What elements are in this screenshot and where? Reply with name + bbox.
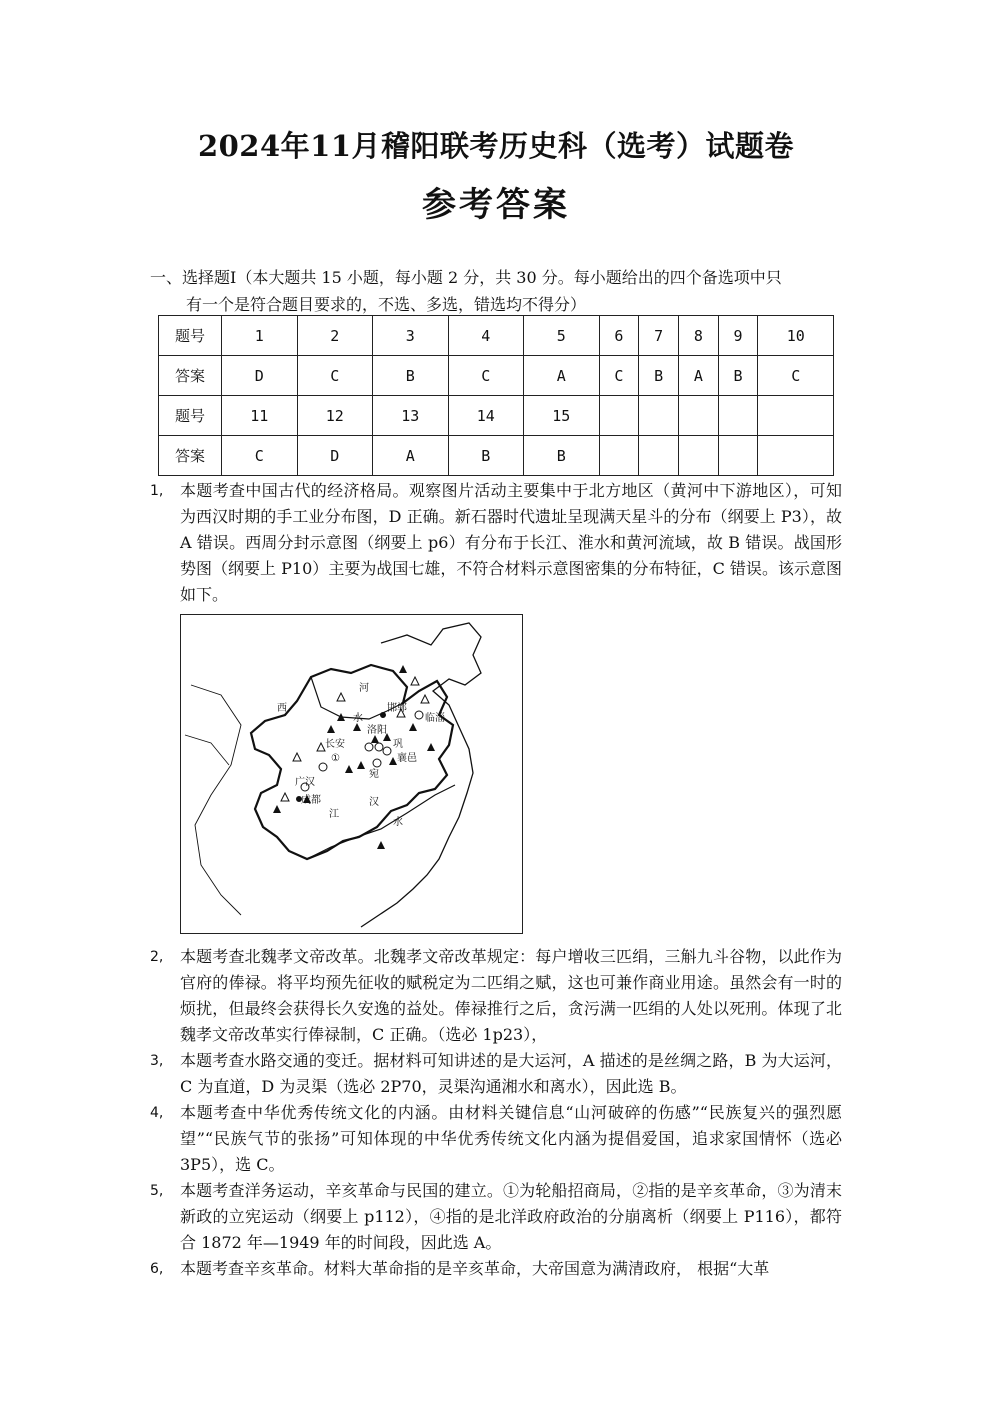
region-boundary [251, 665, 453, 859]
question-number: 5, [150, 1183, 164, 1199]
row-label: 答案 [159, 356, 222, 396]
table-cell [639, 436, 679, 476]
explanation-text: 本题考查中华优秀传统文化的内涵。由材料关键信息“山河破碎的伤感”“民族复兴的强烈愿望”“民族气节的张扬”可知体现的中华优秀传统文化内涵为提倡爱国，追求家国情怀（选必 3P5），选 C。 [180, 1103, 842, 1174]
answer-explanation-3 [150, 1048, 842, 1100]
map-label: 水 [353, 713, 363, 724]
answer-explanation-5 [150, 1178, 842, 1256]
table-cell: A [524, 356, 600, 396]
map-label: 长安 [325, 739, 345, 750]
map-label: 江 [329, 809, 339, 820]
map-label: 临淄 [425, 713, 445, 724]
table-cell: 1 [222, 316, 298, 356]
row-label: 题号 [159, 396, 222, 436]
table-cell [678, 396, 718, 436]
han-handicraft-map [180, 614, 523, 934]
table-cell [599, 436, 639, 476]
table-row [159, 436, 834, 476]
question-number: 6, [150, 1261, 164, 1277]
table-cell [718, 436, 758, 476]
table-cell: 8 [678, 316, 718, 356]
border-line [185, 735, 229, 765]
table-cell [639, 396, 679, 436]
section-heading-line2: 有一个是符合题目要求的，不选、多选，错选均不得分） [186, 295, 587, 314]
table-cell: C [297, 356, 373, 396]
question-number: 4, [150, 1105, 164, 1121]
table-row [159, 316, 834, 356]
western-border [191, 685, 241, 915]
table-cell: 3 [373, 316, 449, 356]
explanation-text: 本题考查辛亥革命。材料大革命指的是辛亥革命，大帝国意为满清政府， 根据“大革 [180, 1259, 770, 1278]
explanation-text: 本题考查洋务运动，辛亥革命与民国的建立。①为轮船招商局，②指的是辛亥革命，③为清末新政的立宪运动（纲要上 p112），④指的是北洋政府政治的分崩离析（纲要上 P116），都符合 1872 年—1949 年的时间段，因此选 A。 [180, 1181, 842, 1252]
table-cell [599, 396, 639, 436]
table-cell: 6 [599, 316, 639, 356]
table-cell: B [718, 356, 758, 396]
table-cell: 13 [373, 396, 449, 436]
map-label: 巩 [393, 739, 403, 750]
map-label: ① [331, 753, 340, 764]
table-cell: 11 [222, 396, 298, 436]
map-drawing [181, 615, 522, 933]
explanation-text: 本题考查水路交通的变迁。据材料可知讲述的是大运河，A 描述的是丝绸之路，B 为大运河，C 为直道，D 为灵渠（选必 2P70，灵渠沟通湘水和离水），因此选 B。 [180, 1051, 842, 1096]
table-cell: B [448, 436, 524, 476]
question-number: 1, [150, 483, 164, 499]
table-cell: C [758, 356, 834, 396]
row-label: 题号 [159, 316, 222, 356]
table-row [159, 396, 834, 436]
table-cell [718, 396, 758, 436]
table-cell: A [678, 356, 718, 396]
table-cell: 15 [524, 396, 600, 436]
question-number: 2, [150, 949, 164, 965]
map-label: 宛 [369, 769, 379, 780]
table-cell [758, 436, 834, 476]
answer-explanation-1 [150, 478, 842, 608]
explanation-text: 本题考查中国古代的经济格局。观察图片活动主要集中于北方地区（黄河中下游地区），可知为西汉时期的手工业分布图，D 正确。新石器时代遗址呈现满天星斗的分布（纲要上 P3），故 A 错误。西周分封示意图（纲要上 p6）有分布于长江、淮水和黄河流域，故 B 错误。战国形势图（纲要上 P10）主要为战国七雄，不符合材料示意图密集的分布特征，C 错误。该示意图如下。 [180, 481, 842, 604]
answer-explanation-6 [150, 1256, 842, 1284]
answer-explanation-4 [150, 1100, 842, 1178]
table-cell [678, 436, 718, 476]
question-number: 3, [150, 1053, 164, 1069]
table-cell: D [222, 356, 298, 396]
map-label: 水 [393, 817, 403, 828]
table-cell: 10 [758, 316, 834, 356]
table-cell: 9 [718, 316, 758, 356]
section-heading-line1: 一、选择题Ⅰ（本大题共 15 小题，每小题 2 分，共 30 分。每小题给出的四个备选项中只 [150, 268, 782, 287]
map-label: 成都 [301, 795, 321, 806]
table-cell: B [373, 356, 449, 396]
map-label: 汉 [369, 797, 379, 808]
table-cell [758, 396, 834, 436]
table-cell: 7 [639, 316, 679, 356]
map-label: 洛阳 [367, 725, 387, 736]
table-cell: C [448, 356, 524, 396]
page-title: 2024年11月稽阳联考历史科（选考）试题卷 [197, 129, 795, 163]
answer-table [158, 315, 834, 476]
section-heading [150, 264, 850, 318]
table-cell: C [222, 436, 298, 476]
explanation-text: 本题考查北魏孝文帝改革。北魏孝文帝改革规定：每户增收三匹绢，三斛九斗谷物，以此作为官府的俸禄。将平均预先征收的赋税定为二匹绢之赋，这也可兼作商业用途。虽然会有一时的烦扰，但最终会获得长久安逸的益处。俸禄推行之后，贪污满一匹绢的人处以死刑。体现了北魏孝文帝改革实行俸禄制，C 正确。（选必 1p23）， [180, 947, 842, 1044]
table-cell: 5 [524, 316, 600, 356]
map-label: 广汉 [295, 777, 315, 788]
table-cell: 12 [297, 396, 373, 436]
table-row [159, 356, 834, 396]
row-label: 答案 [159, 436, 222, 476]
page-subtitle: 参考答案 [422, 185, 570, 225]
map-label: 邯郸 [387, 703, 407, 714]
map-label: 西 [277, 703, 287, 714]
map-label: 河 [359, 683, 369, 694]
table-cell: D [297, 436, 373, 476]
table-cell: B [524, 436, 600, 476]
table-cell: 2 [297, 316, 373, 356]
table-cell: C [599, 356, 639, 396]
map-label: 襄邑 [397, 753, 417, 764]
coastline [361, 623, 481, 927]
table-cell: A [373, 436, 449, 476]
table-cell: 4 [448, 316, 524, 356]
answer-explanation-2 [150, 944, 842, 1048]
table-cell: B [639, 356, 679, 396]
table-cell: 14 [448, 396, 524, 436]
